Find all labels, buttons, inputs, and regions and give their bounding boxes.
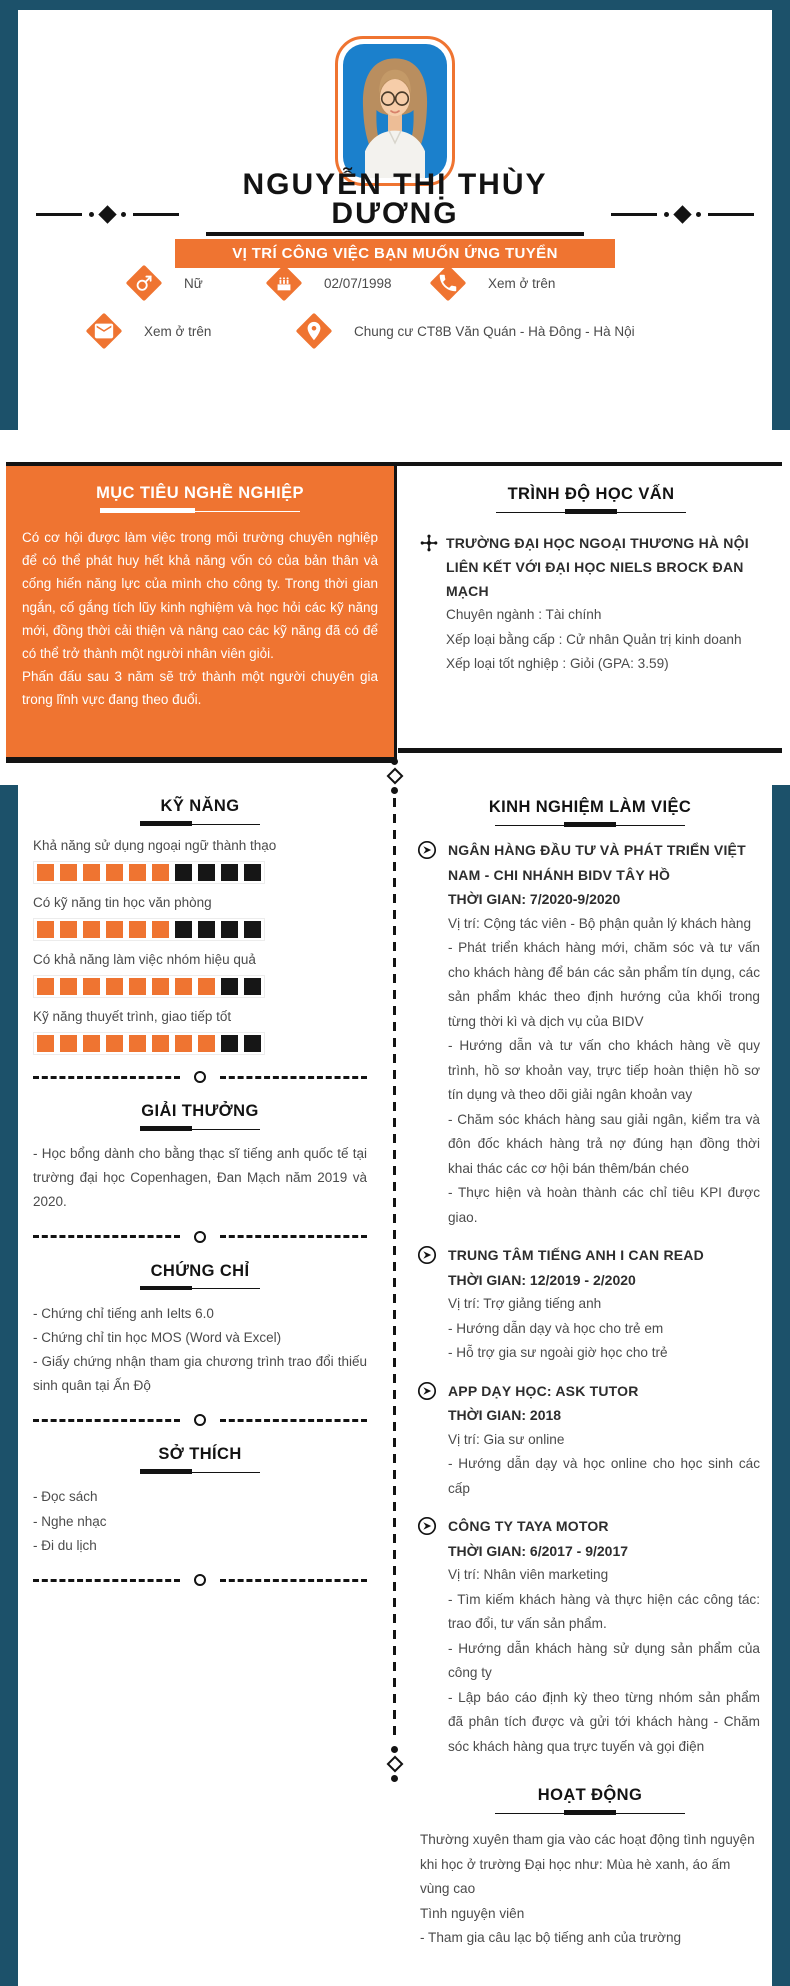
skill-row xyxy=(33,837,367,884)
education-detail: Chuyên ngành : Tài chính xyxy=(446,607,602,622)
award-item: - Học bổng dành cho bằng thạc sĩ tiếng anh quốc tế tại trường đại học Copenhagen, Đan Mạch năm 2019 và 2020. xyxy=(33,1146,367,1210)
skill-square-empty xyxy=(198,864,215,881)
job-time: THỜI GIAN: 2018 xyxy=(448,1407,562,1423)
hobby-item: - Đọc sách xyxy=(33,1489,98,1505)
education-details xyxy=(446,603,758,677)
skill-label: Có khả năng làm việc nhóm hiệu quả xyxy=(33,952,256,967)
separator-circle-icon xyxy=(194,1071,206,1083)
experience-job xyxy=(448,1379,760,1502)
gender-icon xyxy=(126,265,162,301)
ornament-right xyxy=(611,208,754,221)
info-birthday xyxy=(266,265,392,301)
dashed-separator xyxy=(33,1231,367,1243)
skill-square-filled xyxy=(83,978,100,995)
separator-circle-icon xyxy=(194,1574,206,1586)
dashed-separator xyxy=(33,1574,367,1586)
skill-square-filled xyxy=(152,921,169,938)
name-underline xyxy=(206,232,584,236)
skill-square-empty xyxy=(244,1035,261,1052)
profile-photo-image xyxy=(343,44,447,178)
info-address xyxy=(296,313,635,349)
skill-square-filled xyxy=(83,1035,100,1052)
skill-square-filled xyxy=(83,921,100,938)
dashed-separator xyxy=(33,1071,367,1083)
location-pin-icon xyxy=(296,313,332,349)
skill-square-empty xyxy=(244,921,261,938)
divider-dot xyxy=(391,1746,398,1753)
section-objective xyxy=(6,466,394,763)
skill-square-filled xyxy=(60,921,77,938)
job-detail-line: Vị trí: Trợ giảng tiếng anh xyxy=(448,1296,602,1311)
job-company: TRUNG TÂM TIẾNG ANH I CAN READ xyxy=(448,1247,704,1263)
birthday-cake-icon xyxy=(266,265,302,301)
activity-line: - Tham gia câu lạc bộ tiếng anh của trường xyxy=(420,1930,682,1945)
job-detail-line: - Hướng dẫn dạy và học online cho học sinh các cấp xyxy=(448,1456,760,1496)
objective-title: MỤC TIÊU NGHỀ NGHIỆP xyxy=(96,484,304,502)
divider-dot xyxy=(391,1775,398,1782)
section-education xyxy=(398,466,782,753)
activities-title-underline xyxy=(495,1810,685,1816)
skill-square-empty xyxy=(221,864,238,881)
job-company: CÔNG TY TAYA MOTOR xyxy=(448,1518,609,1534)
right-column xyxy=(398,466,782,1951)
skill-label: Có kỹ năng tin học văn phòng xyxy=(33,895,212,910)
separator-circle-icon xyxy=(194,1231,206,1243)
activities-list xyxy=(398,1828,782,1951)
certificates-title: CHỨNG CHỈ xyxy=(150,1261,250,1280)
skill-square-filled xyxy=(152,864,169,881)
certificate-item: - Giấy chứng nhận tham gia chương trình trao đổi thiếu sinh quân tại Ấn Độ xyxy=(33,1354,367,1394)
circled-arrow-bullet-icon xyxy=(417,1245,437,1265)
skill-square-filled xyxy=(129,921,146,938)
gender-value: Nữ xyxy=(184,275,203,291)
dashed-separator xyxy=(33,1414,367,1426)
skill-row xyxy=(33,894,367,941)
mail-icon xyxy=(86,313,122,349)
ornament-dot xyxy=(664,212,669,217)
skill-square-empty xyxy=(221,921,238,938)
header xyxy=(0,0,790,430)
section-skills xyxy=(6,796,394,1055)
info-phone xyxy=(430,265,555,301)
skill-square-filled xyxy=(152,978,169,995)
skills-title-underline xyxy=(140,821,260,827)
skill-square-empty xyxy=(244,978,261,995)
job-detail-line: - Chăm sóc khách hàng sau giải ngân, kiểm tra và đôn đốc khách hàng trả nợ đúng hạn đồng thời khai thác các cơ hội bán thêm/bán chéo xyxy=(448,1111,760,1176)
certificate-item: - Chứng chỉ tin học MOS (Word và Excel) xyxy=(33,1329,282,1345)
experience-job xyxy=(448,838,760,1230)
job-company: NGÂN HÀNG ĐẦU TƯ VÀ PHÁT TRIỂN VIỆT NAM - CHI NHÁNH BIDV TÂY HỒ xyxy=(448,842,746,883)
section-hobbies xyxy=(6,1444,394,1558)
skill-square-empty xyxy=(175,864,192,881)
cross-dots-bullet-icon xyxy=(420,534,438,552)
skill-square-filled xyxy=(106,978,123,995)
skill-square-filled xyxy=(37,978,54,995)
activity-line: Tình nguyện viên xyxy=(420,1905,525,1921)
ornament-line xyxy=(611,213,657,216)
job-detail-line: - Hỗ trợ gia sư ngoài giờ học cho trẻ xyxy=(448,1345,668,1360)
profile-photo xyxy=(335,36,455,186)
address-value: Chung cư CT8B Văn Quán - Hà Đông - Hà Nội xyxy=(354,323,635,339)
skill-square-filled xyxy=(175,1035,192,1052)
diamond-icon xyxy=(98,205,116,223)
phone-value: Xem ở trên xyxy=(488,275,556,291)
skill-square-empty xyxy=(175,921,192,938)
skill-square-filled xyxy=(198,1035,215,1052)
skill-square-filled xyxy=(106,1035,123,1052)
skill-level-bar xyxy=(33,861,265,884)
hobbies-title: SỞ THÍCH xyxy=(158,1445,242,1464)
job-detail-line: Vị trí: Gia sư online xyxy=(448,1431,565,1447)
ornament-line xyxy=(36,213,82,216)
certificate-item: - Chứng chỉ tiếng anh Ielts 6.0 xyxy=(33,1305,214,1321)
job-detail-line: - Lập báo cáo định kỳ theo từng nhóm sản phẩm đã phân tích được và gửi tới khách hàng - Chăm sóc khách hàng qua trực tuyến và gọi điện xyxy=(448,1689,760,1754)
job-time: THỜI GIAN: 6/2017 - 9/2017 xyxy=(448,1542,629,1559)
skill-square-filled xyxy=(106,864,123,881)
ornament-left xyxy=(36,208,179,221)
job-detail-line: - Tìm kiếm khách hàng và thực hiện các công tác: trao đổi, tư vấn sản phẩm. xyxy=(448,1591,760,1631)
education-detail: Xếp loại bằng cấp : Cử nhân Quản trị kinh doanh xyxy=(446,631,742,647)
skill-square-filled xyxy=(129,1035,146,1052)
cv-body xyxy=(0,430,790,1986)
job-detail-line: - Hướng dẫn khách hàng sử dụng sản phẩm của công ty xyxy=(448,1640,760,1680)
skill-square-filled xyxy=(37,921,54,938)
job-time: THỜI GIAN: 12/2019 - 2/2020 xyxy=(448,1271,636,1288)
experience-job xyxy=(448,1243,760,1366)
job-detail-line: - Phát triển khách hàng mới, chăm sóc và tư vấn cho khách hàng để bán các sản phẩm tín dụng, các sản phẩm khác theo định hướng của khối trong từng thời kì và dịch vụ của BIDV xyxy=(448,940,760,1029)
education-title: TRÌNH ĐỘ HỌC VẤN xyxy=(507,485,675,503)
experience-list xyxy=(398,838,782,1759)
skill-square-filled xyxy=(60,1035,77,1052)
info-email xyxy=(86,313,211,349)
skill-square-filled xyxy=(198,978,215,995)
skills-title: KỸ NĂNG xyxy=(160,797,240,815)
job-time: THỜI GIAN: 7/2020-9/2020 xyxy=(448,891,621,907)
job-detail-line: - Thực hiện và hoàn thành các chỉ tiêu KPI được giao. xyxy=(448,1185,760,1225)
skill-level-bar xyxy=(33,975,265,998)
skill-square-filled xyxy=(129,978,146,995)
skill-square-filled xyxy=(60,978,77,995)
diamond-icon xyxy=(673,205,691,223)
skill-square-filled xyxy=(37,864,54,881)
skill-square-filled xyxy=(175,978,192,995)
circled-arrow-bullet-icon xyxy=(417,1516,437,1536)
certificates-list xyxy=(33,1302,367,1399)
skill-square-filled xyxy=(83,864,100,881)
job-company: APP DẠY HỌC: ASK TUTOR xyxy=(448,1382,639,1399)
skill-square-filled xyxy=(60,864,77,881)
job-detail-line: Vị trí: Cộng tác viên - Bộ phận quản lý khách hàng xyxy=(448,915,752,931)
left-column xyxy=(6,466,394,1604)
awards-title-underline xyxy=(140,1126,260,1132)
skill-label: Khả năng sử dụng ngoại ngữ thành thạo xyxy=(33,838,277,853)
position-banner: VỊ TRÍ CÔNG VIỆC BẠN MUỐN ỨNG TUYỂN xyxy=(175,239,615,268)
activity-line: Thường xuyên tham gia vào các hoạt động tình nguyện khi học ở trường Đại học như: Mùa hè xanh, áo ấm vùng cao xyxy=(420,1832,755,1896)
skill-level-bar xyxy=(33,918,265,941)
skill-square-filled xyxy=(152,1035,169,1052)
circled-arrow-bullet-icon xyxy=(417,1381,437,1401)
activities-title: HOẠT ĐỘNG xyxy=(537,1786,643,1804)
skill-row xyxy=(33,1008,367,1055)
section-awards xyxy=(6,1101,394,1215)
awards-list xyxy=(33,1142,367,1215)
skill-square-filled xyxy=(106,921,123,938)
experience-job xyxy=(448,1514,760,1759)
education-detail: Xếp loại tốt nghiệp : Giỏi (GPA: 3.59) xyxy=(446,656,669,671)
ornament-dot xyxy=(696,212,701,217)
candidate-name: NGUYỄN THỊ THÙY DƯƠNG xyxy=(242,168,548,230)
skill-square-empty xyxy=(198,921,215,938)
objective-title-underline xyxy=(100,508,300,514)
ornament-dot xyxy=(121,212,126,217)
skill-label: Kỹ năng thuyết trình, giao tiếp tốt xyxy=(33,1009,232,1024)
section-experience xyxy=(398,797,782,1759)
awards-title: GIẢI THƯỞNG xyxy=(141,1102,259,1120)
skill-square-filled xyxy=(37,1035,54,1052)
section-certificates xyxy=(6,1261,394,1399)
experience-title: KINH NGHIỆM LÀM VIỆC xyxy=(488,798,692,816)
skill-row xyxy=(33,951,367,998)
skill-square-empty xyxy=(244,864,261,881)
info-gender xyxy=(126,265,203,301)
skill-level-bar xyxy=(33,1032,265,1055)
skills-list xyxy=(33,837,367,1055)
ornament-line xyxy=(708,213,754,216)
hobby-item: - Nghe nhạc xyxy=(33,1513,107,1529)
education-school: TRƯỜNG ĐẠI HỌC NGOẠI THƯƠNG HÀ NỘI LIÊN KẾT VỚI ĐẠI HỌC NIELS BROCK ĐAN MẠCH xyxy=(446,535,749,599)
ornament-line xyxy=(133,213,179,216)
separator-circle-icon xyxy=(194,1414,206,1426)
skill-square-filled xyxy=(129,864,146,881)
skill-square-empty xyxy=(221,1035,238,1052)
education-entry xyxy=(446,531,758,677)
certificates-title-underline xyxy=(140,1286,260,1292)
experience-title-underline xyxy=(495,822,685,828)
hobby-item: - Đi du lịch xyxy=(33,1537,97,1553)
birthday-value: 02/07/1998 xyxy=(324,275,392,291)
section-activities xyxy=(398,1785,782,1951)
hobbies-list xyxy=(33,1485,367,1558)
objective-paragraph: Có cơ hội được làm việc trong môi trường chuyên nghiệp để có thể phát huy hết khả năng vốn có của bản thân và cống hiến năng lực của mình cho công ty. Trong thời gian ngắn, cố gắng tích lũy kinh nghiệm và học hỏi các kỹ năng mới, đồng thời cải thiện và nâng cao các kỹ năng đã có để có thể trở thành một người nhân viên giỏi. xyxy=(22,530,378,662)
hobbies-title-underline xyxy=(140,1469,260,1475)
ornament-dot xyxy=(89,212,94,217)
phone-icon xyxy=(430,265,466,301)
header-card xyxy=(18,10,772,430)
skill-square-empty xyxy=(221,978,238,995)
education-title-underline xyxy=(496,509,686,515)
email-value: Xem ở trên xyxy=(144,323,212,339)
objective-text xyxy=(22,526,378,712)
circled-arrow-bullet-icon xyxy=(417,840,437,860)
job-detail-line: - Hướng dẫn và tư vấn cho khách hàng về quy trình, hồ sơ khoản vay, trực tiếp hoàn thiện hồ sơ tín dụng và theo dõi giải ngân khoản vay xyxy=(448,1038,760,1102)
job-detail-line: Vị trí: Nhân viên marketing xyxy=(448,1567,609,1582)
job-detail-line: - Hướng dẫn dạy và học cho trẻ em xyxy=(448,1320,664,1336)
objective-paragraph: Phấn đấu sau 3 năm sẽ trở thành một người chuyên gia trong lĩnh vực đang theo đuổi. xyxy=(22,669,378,708)
